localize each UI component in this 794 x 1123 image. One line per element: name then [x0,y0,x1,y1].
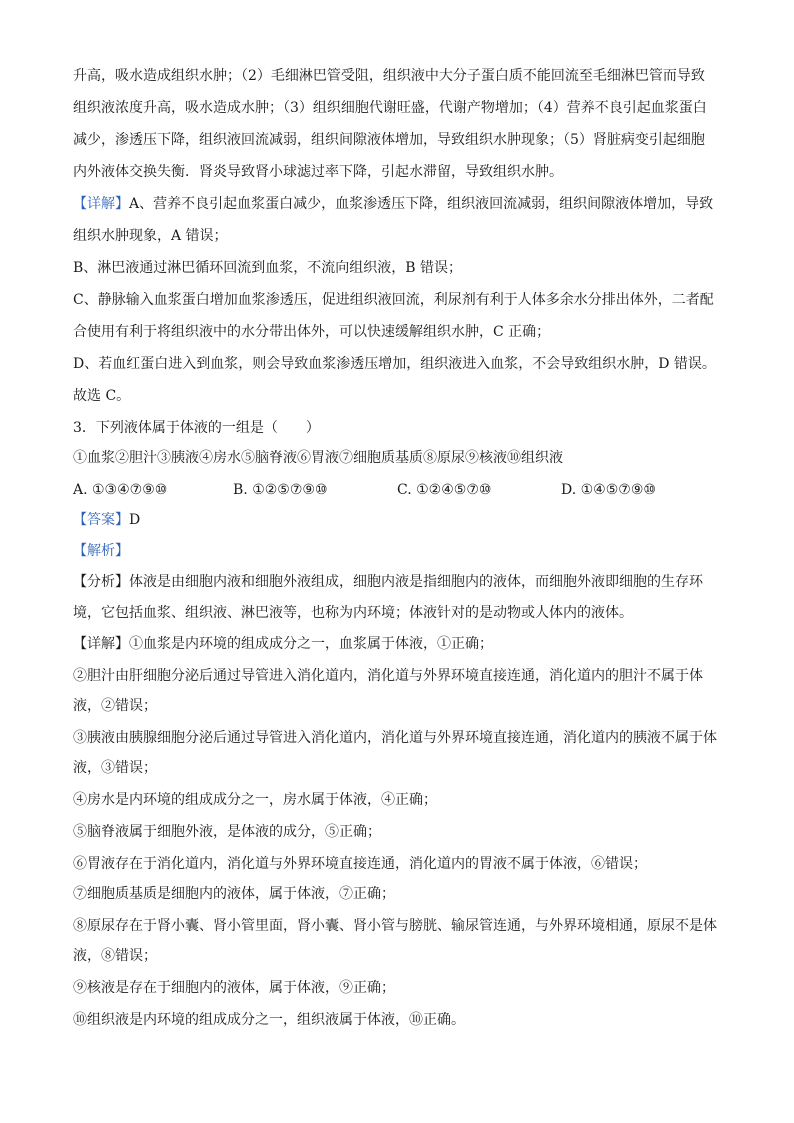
text-line: 液，⑧错误； [73,948,157,964]
question-items: ①血浆②胆汁③胰液④房水⑤脑脊液⑥胃液⑦细胞质基质⑧原尿⑨核液⑩组织液 [73,450,563,466]
analysis-line [73,572,703,592]
text-line: 内外液体交换失衡．肾炎导致肾小球滤过率下降，引起水滞留，导致组织水肿。 [73,164,563,180]
text-line: ②胆汁由肝细胞分泌后通过导管进入消化道内，消化道与外界环境直接连通，消化道内的胆汁不属于体 [73,668,703,684]
text-line: 减少，渗透压下降，组织液回流减弱，组织间隙液体增加，导致组织水肿现象；（5）肾脏病变引起细胞 [73,132,705,148]
option-d: D. ①④⑤⑦⑨⑩ [561,482,656,498]
detail-text: A、营养不良引起血浆蛋白减少，血浆渗透压下降，组织液回流减弱，组织间隙液体增加，导致 [129,196,714,212]
xiangjie-label: 【详解】 [73,636,129,652]
text-line: ⑥胃液存在于消化道内，消化道与外界环境直接连通，消化道内的胃液不属于体液，⑥错误； [73,856,647,872]
text-line: 液，③错误； [73,760,157,776]
fenxi-text: 体液是由细胞内液和细胞外液组成，细胞内液是指细胞内的液体，而细胞外液即细胞的生存环 [129,574,703,590]
text-line: ③胰液由胰腺细胞分泌后通过导管进入消化道内，消化道与外界环境直接连通，消化道内的胰液不属于体 [73,730,717,746]
text-line: ⑤脑脊液属于细胞外液，是体液的成分，⑤正确； [73,824,381,840]
answer-line [73,510,140,530]
answer-value: D [129,512,141,528]
text-line: 组织水肿现象，A 错误； [73,228,228,244]
text-line: 液，②错误； [73,698,157,714]
analysis-label: 【解析】 [73,543,129,559]
text-line: ⑩组织液是内环境的组成成分之一，组织液属于体液，⑩正确。 [73,1012,465,1028]
detail-label: 【详解】 [73,196,129,212]
option-b: B. ①②⑤⑦⑨⑩ [233,482,328,498]
text-line: C、静脉输入血浆蛋白增加血浆渗透压，促进组织液回流，利尿剂有利于人体多余水分排出体外，二者配 [73,292,714,308]
text-line: 故选 C。 [73,388,131,404]
text-line: ⑦细胞质基质是细胞内的液体，属于体液，⑦正确； [73,886,395,902]
text-line: D、若血红蛋白进入到血浆，则会导致血浆渗透压增加，组织液进入血浆，不会导致组织水肿，D 错误。 [73,356,716,372]
text-line: 合使用有利于将组织液中的水分带出体外，可以快速缓解组织水肿，C 正确； [73,324,551,340]
text-line: 境，它包括血浆、组织液、淋巴液等，也称为内环境；体液针对的是动物或人体内的液体。 [73,605,633,621]
text-line: B、淋巴液通过淋巴循环回流到血浆，不流向组织液，B 错误； [73,260,463,276]
question-stem: 3．下列液体属于体液的一组是（ ） [73,420,320,436]
option-a: A. ①③④⑦⑨⑩ [73,482,168,498]
answer-label: 【答案】 [73,512,129,528]
option-c: C. ①②④⑤⑦⑩ [397,482,492,498]
text-line: ⑨核液是存在于细胞内的液体，属于体液，⑨正确； [73,980,395,996]
xiangjie-text: ①血浆是内环境的组成成分之一，血浆属于体液，①正确； [129,636,493,652]
fenxi-label: 【分析】 [73,574,129,590]
detail-line [73,194,713,214]
text-line: ④房水是内环境的组成成分之一，房水属于体液，④正确； [73,792,437,808]
text-line: ⑧原尿存在于肾小囊、肾小管里面，肾小囊、肾小管与膀胱、输尿管连通，与外界环境相通，原尿不是体 [73,918,717,934]
detail-line [73,634,493,654]
text-line: 升高，吸水造成组织水肿；（2）毛细淋巴管受阻，组织液中大分子蛋白质不能回流至毛细淋巴管而导致 [73,68,705,84]
text-line: 组织液浓度升高，吸水造成水肿；（3）组织细胞代谢旺盛，代谢产物增加；（4）营养不良引起血浆蛋白 [73,100,707,116]
